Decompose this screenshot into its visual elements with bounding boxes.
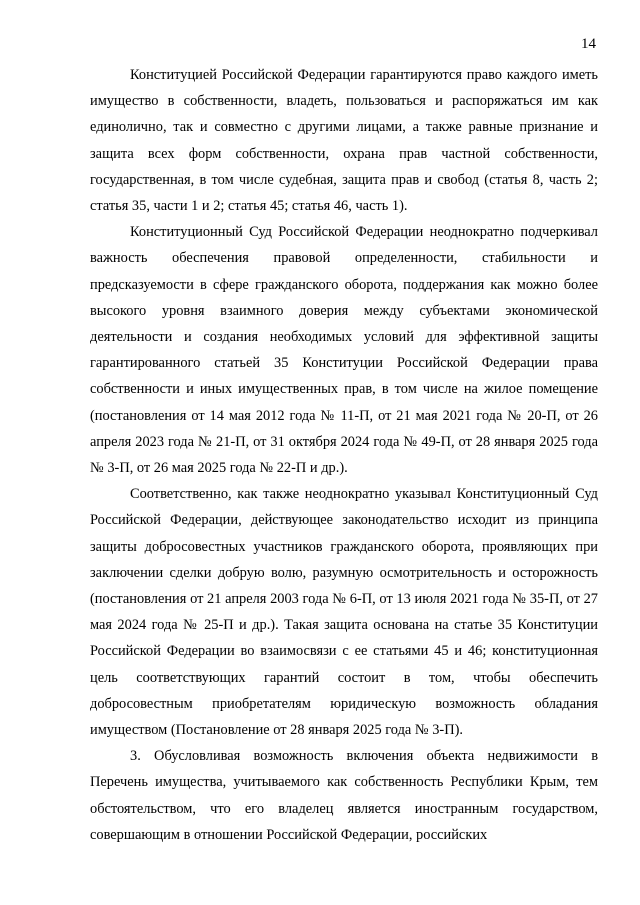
paragraph-item-3-property-list: 3. Обусловливая возможность включения объекта недвижимости в Перечень имущества, учитываемого как собственность Республики Крым, тем обстоятельством, что его владелец является иностранным государством, совершающим в отношении Российской Федерации, российских: [90, 748, 598, 843]
paragraph-constitution-guarantees: Конституцией Российской Федерации гарантируются право каждого иметь имущество в собственности, владеть, пользоваться и распоряжаться им как единолично, так и совместно с другими лицами, а также равные признание и защита всех форм собственности, охрана прав частной собственности, государственная, в том числе судебная, защита прав и свобод (статья 8, часть 2; статья 35, части 1 и 2; статья 45; статья 46, часть 1).: [90, 67, 598, 215]
document-body: [90, 62, 598, 848]
page-number: 14: [581, 36, 596, 52]
paragraph-court-legal-certainty: Конституционный Суд Российской Федерации неоднократно подчеркивал важность обеспечения правовой определенности, стабильности и предсказуемости в сфере гражданского оборота, поддержания как можно более высокого уровня взаимного доверия между субъектами экономической деятельности и создания необходимых условий для эффективной защиты гарантированного статьей 35 Конституции Российской Федерации права собственности и иных имущественных прав, в том числе на жилое помещение (постановления от 14 мая 2012 года № 11-П, от 21 мая 2021 года № 20-П, от 26 апреля 2023 года № 21-П, от 31 октября 2024 года № 49-П, от 28 января 2025 года № 3-П, от 26 мая 2025 года № 22-П и др.).: [90, 224, 598, 477]
paragraph-good-faith-protection: Соответственно, как также неоднократно указывал Конституционный Суд Российской Федерации, действующее законодательство исходит из принципа защиты добросовестных участников гражданского оборота, проявляющих при заключении сделки добрую волю, разумную осмотрительность и осторожность (постановления от 21 апреля 2003 года № 6-П, от 13 июля 2021 года № 35-П, от 27 мая 2024 года № 25-П и др.). Такая защита основана на статье 35 Конституции Российской Федерации во взаимосвязи с ее статьями 45 и 46; конституционная цель соответствующих гарантий состоит в том, чтобы обеспечить добросовестным приобретателям юридическую возможность обладания имуществом (Постановление от 28 января 2025 года № 3-П).: [90, 486, 598, 739]
